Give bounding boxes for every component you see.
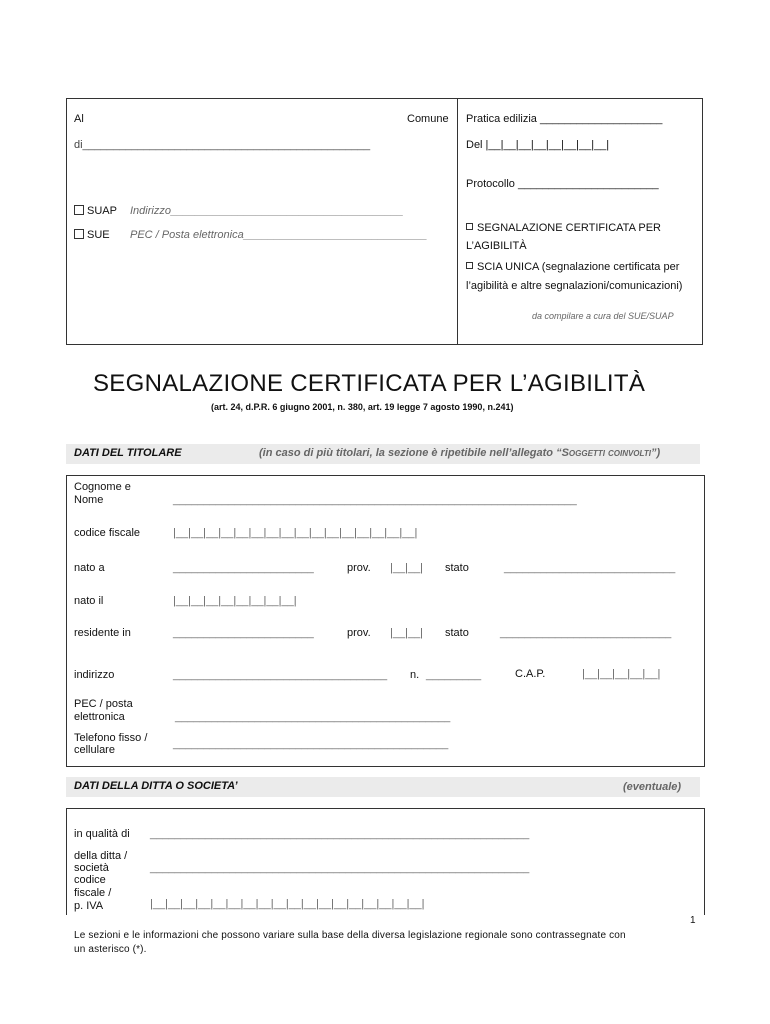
tel-label-2: cellulare bbox=[74, 744, 115, 756]
footer-note-2: un asterisco (*). bbox=[74, 944, 147, 955]
titolare-note-suffix: ”) bbox=[650, 447, 661, 459]
prov-label: prov. bbox=[347, 562, 371, 574]
option-scia-unica[interactable] bbox=[466, 261, 679, 273]
cap-field[interactable]: |__|__|__|__|__| bbox=[582, 668, 661, 680]
pec-field-titolare[interactable]: _____________________________________________ bbox=[175, 711, 451, 723]
stato-field[interactable]: ____________________________ bbox=[504, 562, 676, 574]
ditta-eventuale: (eventuale) bbox=[623, 781, 682, 793]
sue-option[interactable] bbox=[74, 229, 110, 241]
cura-note: da compilare a cura del SUE/SUAP bbox=[532, 311, 674, 321]
document-subtitle: (art. 24, d.P.R. 6 giugno 2001, n. 380, art. 19 legge 7 agosto 1990, n.241) bbox=[211, 402, 514, 412]
scia-checkbox[interactable] bbox=[466, 262, 473, 269]
pec-label-2: elettronica bbox=[74, 711, 125, 723]
suap-option[interactable] bbox=[74, 205, 117, 217]
option-segnalazione[interactable] bbox=[466, 222, 661, 234]
titolare-heading: DATI DEL TITOLARE bbox=[74, 447, 182, 459]
option-segnalazione-label-2: L’AGIBILITÀ bbox=[466, 240, 527, 252]
cognome-label: Cognome e bbox=[74, 481, 131, 493]
footer-note: Le sezioni e le informazioni che possono variare sulla base della diversa legislazione regionale sono contrassegnate con bbox=[74, 930, 626, 941]
titolare-box bbox=[66, 475, 705, 767]
qualita-field[interactable]: ______________________________________________________________ bbox=[150, 828, 530, 840]
option-segnalazione-label: SEGNALAZIONE CERTIFICATA PER bbox=[477, 222, 661, 234]
suap-checkbox[interactable] bbox=[74, 205, 84, 215]
nato-il-label: nato il bbox=[74, 595, 104, 607]
cognome-field[interactable]: __________________________________________________________________ bbox=[173, 494, 577, 506]
titolare-note-prefix: (in caso di più titolari, la sezione è ripetibile nell’allegato “ bbox=[259, 447, 562, 459]
sue-checkbox[interactable] bbox=[74, 229, 84, 239]
indirizzo-label: indirizzo bbox=[74, 669, 115, 681]
cap-label: C.A.P. bbox=[515, 668, 546, 680]
qualita-label: in qualità di bbox=[74, 828, 130, 840]
option-scia-label: SCIA UNICA (segnalazione certificata per bbox=[477, 261, 680, 273]
cf-field[interactable]: |__|__|__|__|__|__|__|__|__|__|__|__|__|__|__|__| bbox=[173, 527, 418, 539]
ditta-heading: DATI DELLA DITTA O SOCIETA’ bbox=[74, 780, 238, 792]
stato-label: stato bbox=[445, 562, 469, 574]
residente-field[interactable]: _______________________ bbox=[173, 627, 314, 639]
tel-label: Telefono fisso / bbox=[74, 732, 148, 744]
di-field[interactable]: di_______________________________________________ bbox=[74, 139, 371, 151]
titolare-note-sc: Soggetti coinvolti bbox=[561, 447, 651, 459]
stato2-label: stato bbox=[445, 627, 469, 639]
pratica-field[interactable]: Pratica edilizia ____________________ bbox=[466, 113, 663, 125]
del-field[interactable]: Del |__|__|__|__|__|__|__|__| bbox=[466, 139, 610, 151]
nato-il-field[interactable]: |__|__|__|__|__|__|__|__| bbox=[173, 595, 297, 607]
segnalazione-checkbox[interactable] bbox=[466, 223, 473, 230]
n-label: n. bbox=[410, 669, 420, 681]
tel-field[interactable]: _____________________________________________ bbox=[173, 738, 449, 750]
pec-field[interactable]: PEC / Posta elettronica______________________________ bbox=[130, 229, 428, 241]
protocollo-field[interactable]: Protocollo _______________________ bbox=[466, 178, 659, 190]
page-number: 1 bbox=[690, 915, 696, 926]
nato-a-field[interactable]: _______________________ bbox=[173, 562, 314, 574]
al-label: Al bbox=[74, 113, 84, 125]
ditta-cf-label: codice bbox=[74, 874, 106, 886]
ditta-label: della ditta / bbox=[74, 850, 128, 862]
indirizzo-field[interactable]: Indirizzo______________________________________ bbox=[130, 205, 404, 217]
nato-a-label: nato a bbox=[74, 562, 105, 574]
prov2-field[interactable]: |__|__| bbox=[390, 627, 424, 639]
comune-label: Comune bbox=[407, 113, 449, 125]
header-divider bbox=[457, 98, 458, 344]
stato2-field[interactable]: ____________________________ bbox=[500, 627, 672, 639]
option-scia-label-2: l’agibilità e altre segnalazioni/comunicazioni) bbox=[466, 280, 683, 292]
pec-label: PEC / posta bbox=[74, 698, 133, 710]
cognome-label-2: Nome bbox=[74, 494, 104, 506]
suap-label: SUAP bbox=[87, 205, 117, 217]
n-field[interactable]: _________ bbox=[426, 669, 482, 681]
cf-label: codice fiscale bbox=[74, 527, 141, 539]
residente-label: residente in bbox=[74, 627, 131, 639]
sue-label: SUE bbox=[87, 229, 110, 241]
ditta-cf-label-2: fiscale / bbox=[74, 887, 112, 899]
ditta-cf-field[interactable]: |__|__|__|__|__|__|__|__|__|__|__|__|__|__|__|__|__|__| bbox=[150, 898, 425, 910]
titolare-note bbox=[259, 447, 660, 459]
document-title: SEGNALAZIONE CERTIFICATA PER L’AGIBILITÀ bbox=[93, 370, 646, 397]
indirizzo-field-titolare[interactable]: ___________________________________ bbox=[173, 669, 388, 681]
prov2-label: prov. bbox=[347, 627, 371, 639]
ditta-field[interactable]: ______________________________________________________________ bbox=[150, 862, 530, 874]
prov-field[interactable]: |__|__| bbox=[390, 562, 424, 574]
ditta-label-2: società bbox=[74, 862, 109, 874]
ditta-cf-label-3: p. IVA bbox=[74, 900, 104, 912]
